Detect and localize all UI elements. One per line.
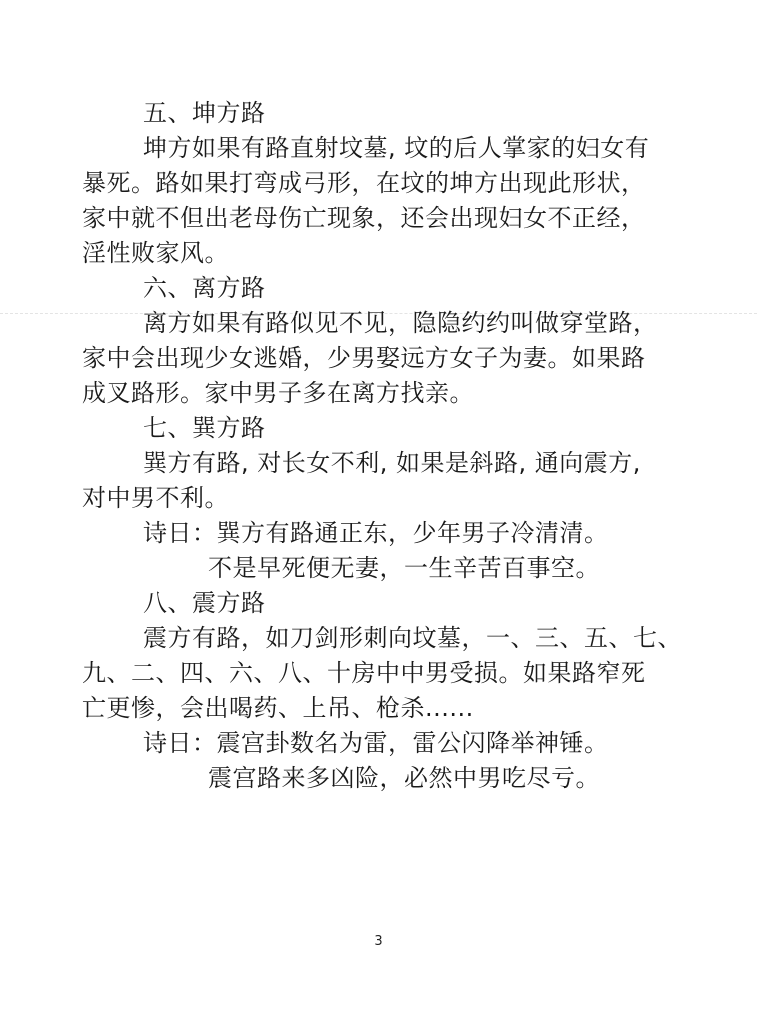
poem-line: 诗日：巽方有路通正东，少年男子冷清清。 [143,519,609,547]
paragraph-line: 巽方有路, 对长女不利, 如果是斜路, 通向震方, [143,449,641,477]
section-heading-8: 八、震方路 [143,589,266,617]
paragraph-line: 坤方如果有路直射坟墓, 坟的后人掌家的妇女有 [143,134,650,162]
page-number: 3 [374,934,383,949]
paragraph-line: 对中男不利。 [82,484,229,512]
paragraph-line: 亡更惨，会出喝药、上吊、枪杀...... [82,694,474,722]
paragraph-line: 家中就不但出老母伤亡现象，还会出现妇女不正经， [82,204,646,232]
section-heading-7: 七、巽方路 [143,414,266,442]
poem-line: 不是早死便无妻，一生辛苦百事空。 [208,554,600,582]
paragraph-line: 震方有路，如刀剑形刺向坟墓，一、三、五、七、 [143,624,682,652]
paragraph-line: 暴死。路如果打弯成弓形，在坟的坤方出现此形状， [82,169,646,197]
poem-line: 震宫路来多凶险，必然中男吃尽亏。 [208,764,600,792]
paragraph-line: 成叉路形。家中男子多在离方找亲。 [82,379,474,407]
poem-line: 诗日：震宫卦数名为雷，雷公闪降举神锤。 [143,729,609,757]
paragraph-line: 家中会出现少女逃婚，少男娶远方女子为妻。如果路 [82,344,646,372]
paragraph-line: 九、二、四、六、八、十房中中男受损。如果路窄死 [82,659,646,687]
section-heading-5: 五、坤方路 [143,99,266,127]
section-heading-6: 六、离方路 [143,274,266,302]
paragraph-line: 离方如果有路似见不见，隐隐约约叫做穿堂路， [143,309,658,337]
paragraph-line: 淫性败家风。 [82,239,229,267]
